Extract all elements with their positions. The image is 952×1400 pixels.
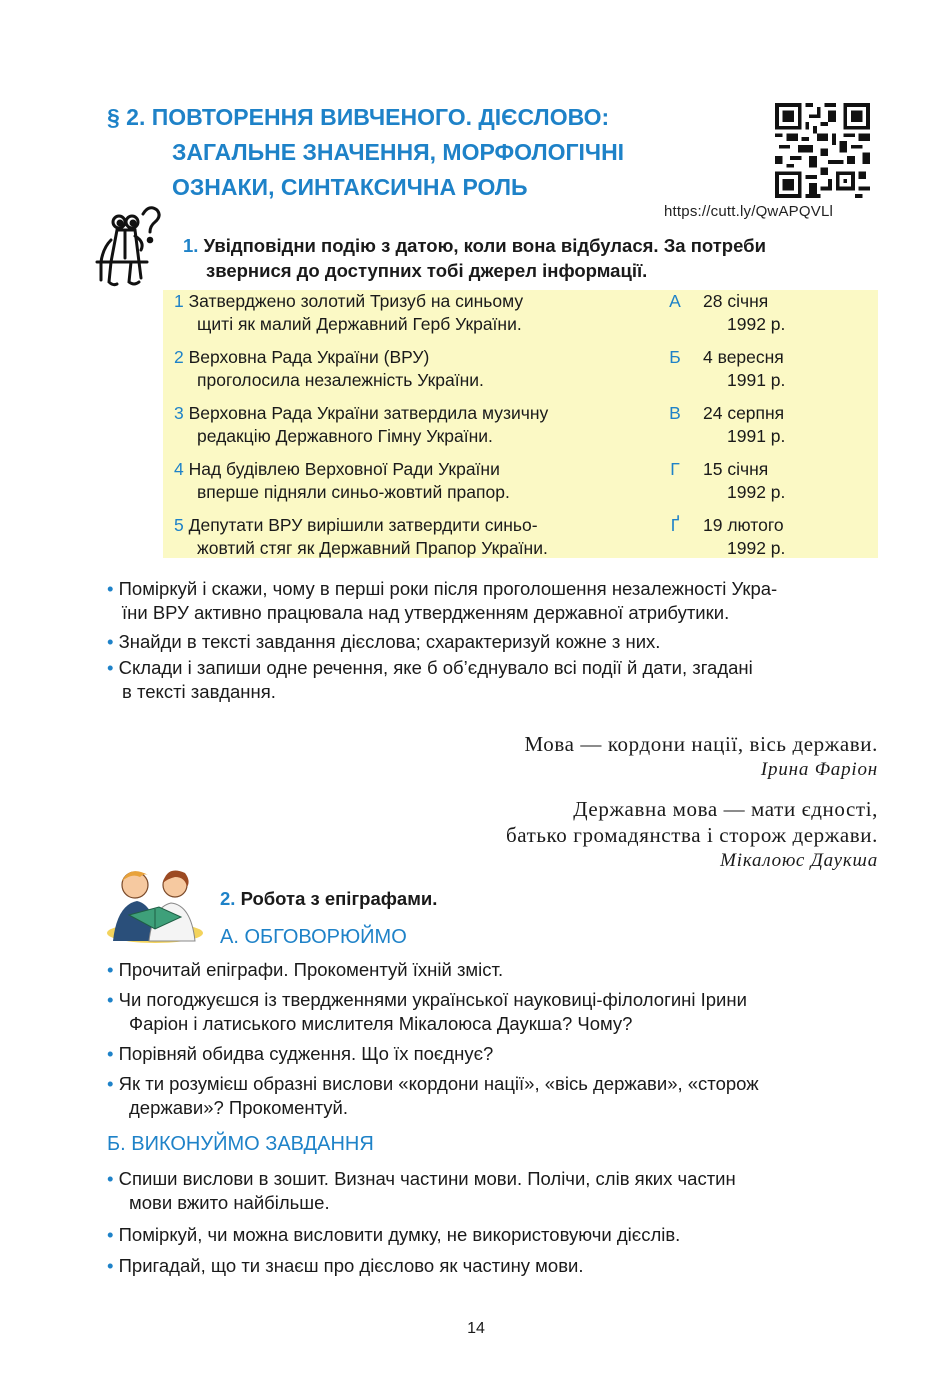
- page-title: § 2. ПОВТОРЕННЯ ВИВЧЕНОГО. ДІЄСЛОВО: ЗАГАЛЬНЕ ЗНАЧЕННЯ, МОРФОЛОГІЧНІ ОЗНАКИ, СИНТАКСИЧНА РОЛЬ: [107, 104, 625, 200]
- letter-cell: Г: [670, 459, 680, 479]
- qr-code-icon[interactable]: [775, 103, 870, 198]
- table-row: [163, 458, 878, 514]
- list-item: • Порівняй обидва судження. Що їх поєднує?: [107, 1043, 494, 1064]
- date-cell: 4 вересня 1991 р.: [703, 347, 786, 390]
- task-2-heading: 2. Робота з епіграфами.: [220, 888, 438, 909]
- list-item: • Чи погоджуєшся із твердженнями української науковиці-філологині Ірини Фаріон і латиського мислителя Мікалоюса Даукша? Чому?: [107, 989, 747, 1034]
- event-cell: 1 Затверджено золотий Тризуб на синьому щиті як малий Державний Герб України.: [174, 291, 524, 334]
- list-item: • Склади і запиши одне речення, яке б об’єднувало всі події й дати, згадані в тексті завдання.: [107, 657, 753, 702]
- task-1-number: 1.: [183, 235, 199, 256]
- reading-children-icon: [103, 863, 203, 943]
- epigraph: Мова — кордони нації, вісь держави. Ірина Фаріон: [525, 731, 878, 783]
- task-1-heading: 1. Увідповідни подію з датою, коли вона відбулася. За потреби звернися до доступних тобі джерел інформації.: [183, 235, 766, 281]
- table-row: [163, 346, 878, 402]
- list-item: • Поміркуй і скажи, чому в перші роки після проголошення незалежності Укра- їни ВРУ активно працювала над утвердженням державної атрибутики.: [107, 578, 778, 623]
- letter-cell: Б: [669, 347, 681, 367]
- list-item: • Спиши вислови в зошит. Визнач частини мови. Полічи, слів яких частин мови вжито найбільше.: [107, 1168, 736, 1213]
- event-cell: 4 Над будівлею Верховної Ради України вперше підняли синьо-жовтий прапор.: [174, 459, 510, 502]
- date-cell: 15 січня 1992 р.: [703, 459, 786, 502]
- letter-cell: Ґ: [670, 515, 680, 535]
- letter-cell: А: [669, 291, 681, 311]
- list-item: • Пригадай, що ти знаєш про дієслово як частину мови.: [107, 1255, 584, 1276]
- epigraph: Державна мова — мати єдності, батько громадянства і сторож держави. Мікалоюс Даукша: [506, 796, 878, 874]
- page-number: 14: [467, 1320, 485, 1337]
- qr-url-link[interactable]: https://cutt.ly/QwAPQVLl: [664, 203, 834, 220]
- event-cell: 2 Верховна Рада України (ВРУ) проголосила незалежність України.: [174, 347, 484, 390]
- letter-cell: В: [669, 403, 681, 423]
- list-item: • Як ти розумієш образні вислови «кордони нації», «вісь держави», «сторож держави»? Прокоментуй.: [107, 1073, 759, 1118]
- table-row: [163, 402, 878, 458]
- table-row: [163, 290, 878, 346]
- list-item: • Поміркуй, чи можна висловити думку, не використовуючи дієслів.: [107, 1224, 681, 1245]
- date-cell: 28 січня 1992 р.: [703, 291, 786, 334]
- section-a-heading: А. ОБГОВОРЮЙМО: [220, 926, 407, 948]
- epigraph-author: Мікалоюс Даукша: [720, 850, 878, 871]
- date-cell: 24 серпня 1991 р.: [703, 403, 786, 446]
- table-row: [163, 514, 878, 570]
- thinking-figure-icon: [95, 200, 165, 292]
- event-cell: 5 Депутати ВРУ вирішили затвердити синьо- жовтий стяг як Державний Прапор України.: [174, 515, 548, 558]
- epigraph-author: Ірина Фаріон: [760, 759, 878, 780]
- task-2-number: 2.: [220, 888, 236, 909]
- matching-table: [163, 290, 878, 558]
- section-b-heading: Б. ВИКОНУЙМО ЗАВДАННЯ: [107, 1133, 374, 1155]
- list-item: • Прочитай епіграфи. Прокоментуй їхній зміст.: [107, 959, 504, 980]
- list-item: • Знайди в тексті завдання дієслова; схарактеризуй кожне з них.: [107, 631, 661, 652]
- event-cell: 3 Верховна Рада України затвердила музичну редакцію Державного Гімну України.: [174, 403, 549, 446]
- date-cell: 19 лютого 1992 р.: [703, 515, 786, 558]
